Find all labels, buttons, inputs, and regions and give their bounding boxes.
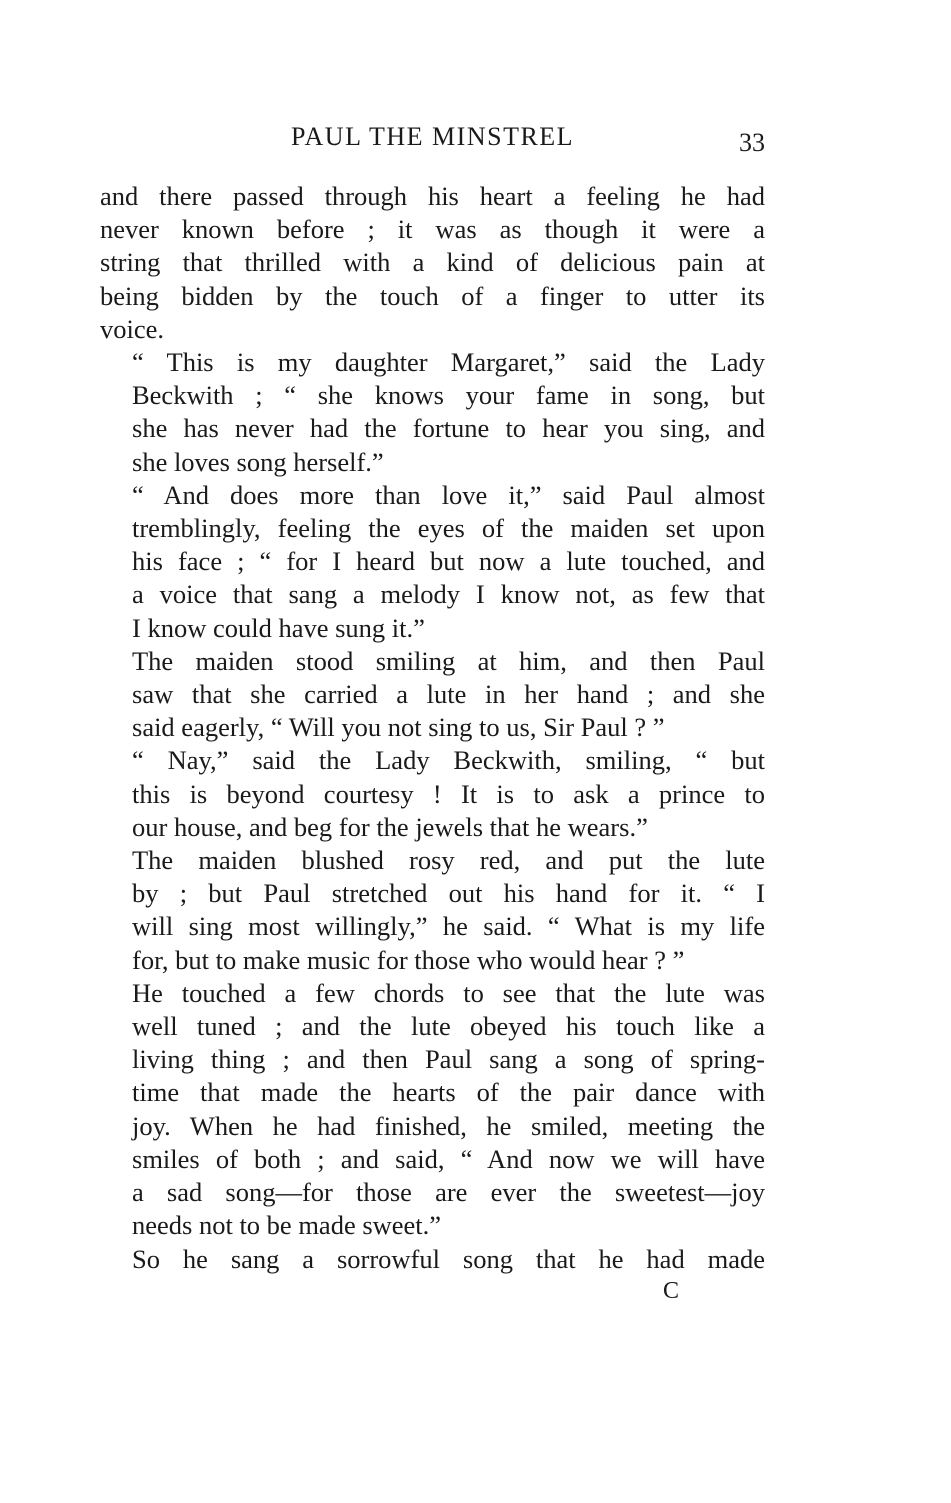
- text-line: “ And does more than love it,” said Paul almost: [132, 479, 765, 510]
- text-line: needs not to be made sweet.”: [132, 1210, 442, 1241]
- paragraph: [100, 645, 765, 745]
- text-line: by ; but Paul stretched out his hand for it. “ I: [132, 878, 765, 909]
- text-line: saw that she carried a lute in her hand ; and she: [132, 679, 765, 710]
- text-line: So he sang a sorrowful song that he had made: [132, 1243, 765, 1274]
- text-line: voice.: [100, 313, 165, 344]
- page-number: 33: [739, 128, 765, 157]
- text-line: a sad song—for those are ever the sweetest—joy: [132, 1177, 765, 1208]
- paragraph: [100, 844, 765, 977]
- text-line: I know could have sung it.”: [132, 612, 425, 643]
- paragraph: [100, 1243, 765, 1276]
- text-line: well tuned ; and the lute obeyed his touch like a: [132, 1011, 765, 1042]
- text-line: said eagerly, “ Will you not sing to us, Sir Paul ? ”: [132, 712, 665, 743]
- text-line: this is beyond courtesy ! It is to ask a prince to: [132, 778, 765, 809]
- paragraph: [100, 346, 765, 479]
- text-line: being bidden by the touch of a finger to utter its: [100, 280, 765, 311]
- text-line: “ This is my daughter Margaret,” said the Lady: [132, 347, 765, 378]
- text-line: will sing most willingly,” he said. “ What is my life: [132, 911, 765, 942]
- text-line: our house, and beg for the jewels that he wears.”: [132, 811, 648, 842]
- text-line: she loves song herself.”: [132, 446, 384, 477]
- body-text: [100, 180, 765, 1276]
- text-line: for, but to make music for those who would hear ? ”: [132, 944, 685, 975]
- text-line: The maiden stood smiling at him, and then Paul: [132, 645, 765, 676]
- text-line: and there passed through his heart a feeling he had: [100, 181, 765, 211]
- paragraph: [100, 744, 765, 844]
- text-line: time that made the hearts of the pair dance with: [132, 1077, 765, 1108]
- text-line: smiles of both ; and said, “ And now we will have: [132, 1143, 765, 1174]
- running-head: [100, 118, 765, 162]
- text-line: string that thrilled with a kind of delicious pain at: [100, 247, 765, 278]
- paragraph: [100, 977, 765, 1243]
- paragraph: [100, 479, 765, 645]
- text-line: tremblingly, feeling the eyes of the maiden set upon: [132, 513, 765, 544]
- text-line: living thing ; and then Paul sang a song of spring-: [132, 1044, 765, 1075]
- text-line: Beckwith ; “ she knows your fame in song, but: [132, 380, 765, 411]
- text-line: she has never had the fortune to hear you sing, and: [132, 413, 765, 444]
- text-line: a voice that sang a melody I know not, as few that: [132, 579, 765, 610]
- text-line: “ Nay,” said the Lady Beckwith, smiling, “ but: [132, 745, 765, 776]
- running-title: PAUL THE MINSTREL: [290, 122, 575, 151]
- text-line: He touched a few chords to see that the lute was: [132, 977, 765, 1008]
- signature-mark: C: [663, 1278, 680, 1304]
- text-line: his face ; “ for I heard but now a lute touched, and: [132, 546, 765, 577]
- text-line: The maiden blushed rosy red, and put the lute: [132, 845, 765, 876]
- paragraph: [100, 180, 765, 346]
- text-line: never known before ; it was as though it were a: [100, 214, 765, 245]
- text-line: joy. When he had finished, he smiled, meeting the: [132, 1110, 765, 1141]
